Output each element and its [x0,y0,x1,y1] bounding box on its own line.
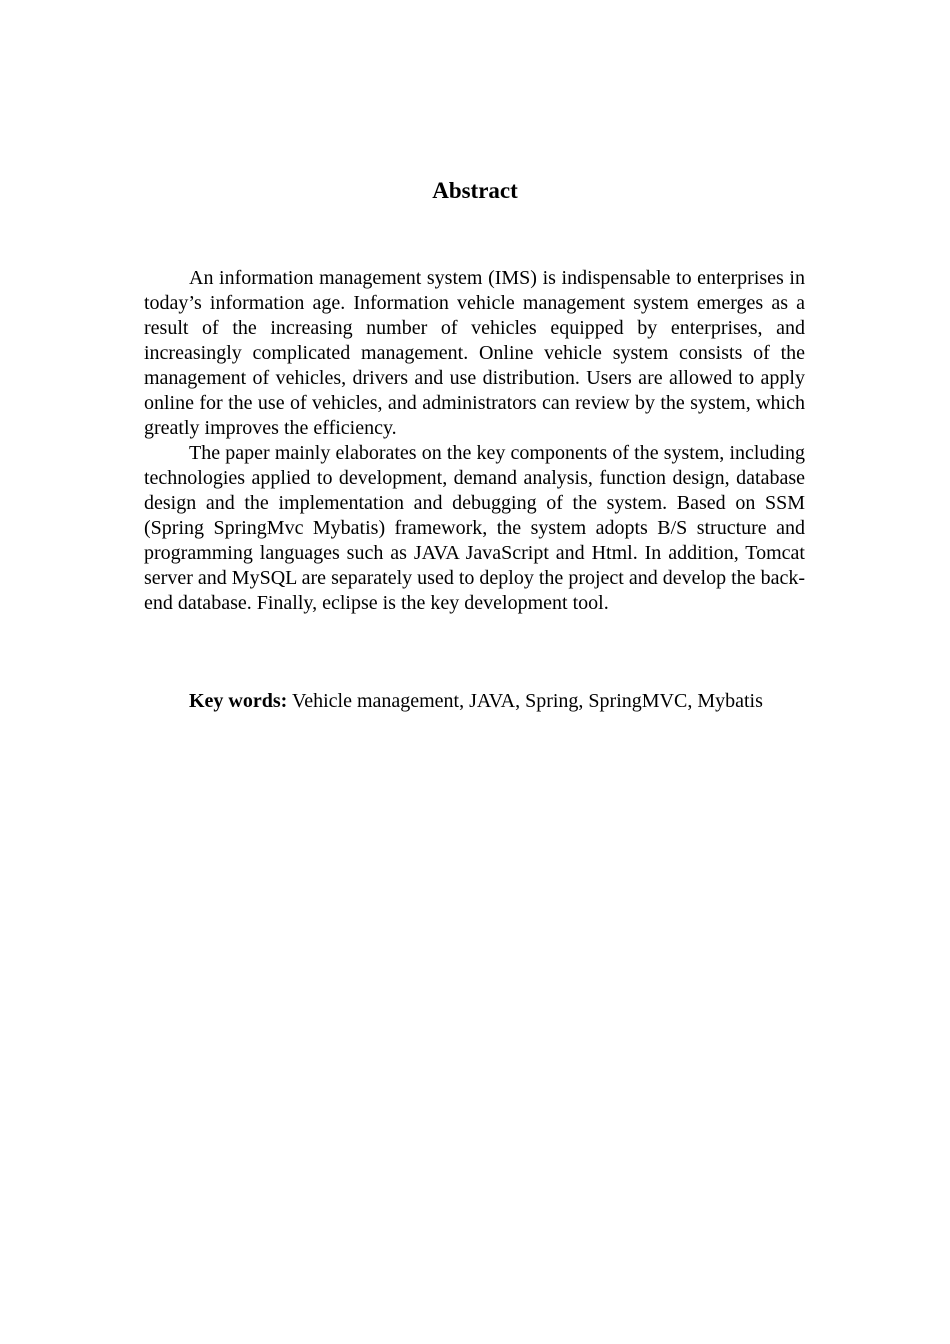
page-title: Abstract [432,178,518,203]
keywords-text: Vehicle management, JAVA, Spring, SpringMVC, Mybatis [291,690,763,712]
keywords-label: Key words: [189,690,288,712]
keywords-line [189,689,769,714]
abstract-paragraph-2: The paper mainly elaborates on the key components of the system, including technologies applied to development, demand analysis, function design, database design and the implementation and debugging of the system. Based on SSM (Spring SpringMvc Mybatis) framework, the system adopts B/S structure and programming languages such as JAVA JavaScript and Html. In addition, Tomcat server and MySQL are separately used to deploy the project and develop the back-end database. Finally, eclipse is the key development tool. [144,442,805,614]
abstract-paragraph-1: An information management system (IMS) is indispensable to enterprises in today’s information age. Information vehicle management system emerges as a result of the increasing number of vehicles equipped by enterprises, and increasingly complicated management. Online vehicle system consists of the management of vehicles, drivers and use distribution. Users are allowed to apply online for the use of vehicles, and administrators can review by the system, which greatly improves the efficiency. [144,267,805,439]
abstract-body [144,266,805,616]
